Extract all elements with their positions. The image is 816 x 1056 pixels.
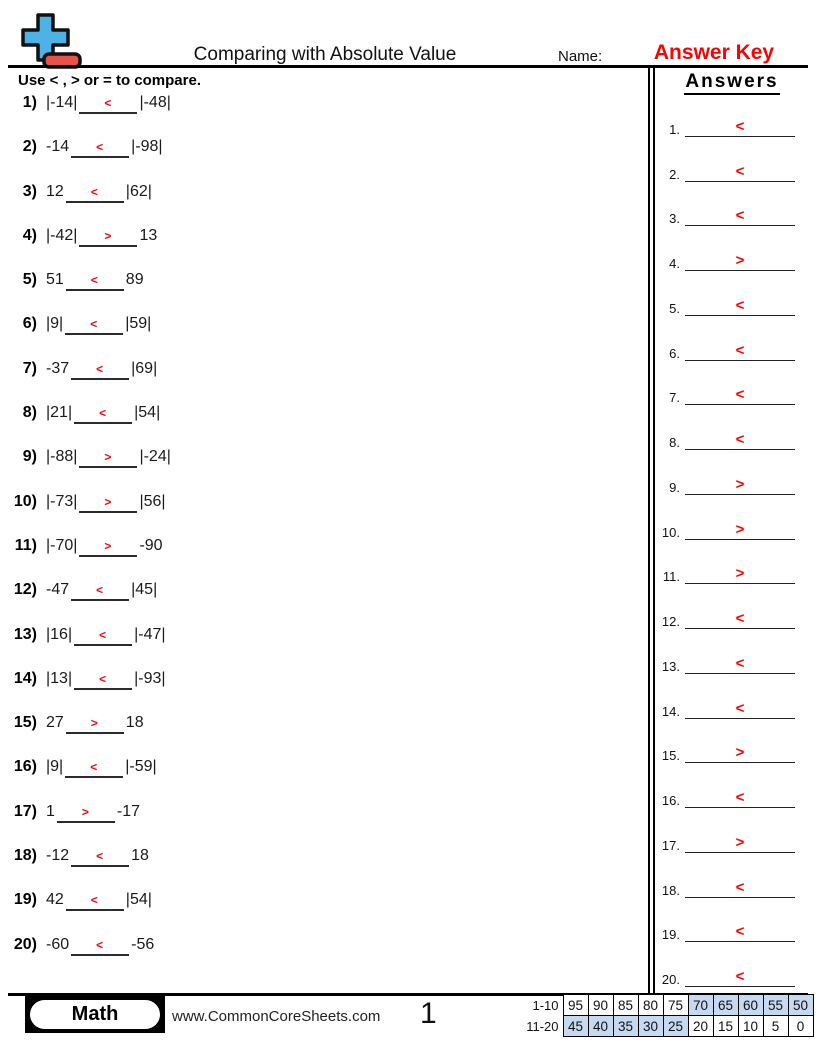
right-operand: |59| — [125, 315, 152, 333]
comparison-symbol: > — [104, 538, 113, 553]
answer-blank — [79, 94, 137, 114]
problem-row — [0, 936, 640, 980]
comparison-symbol: > — [104, 494, 113, 509]
comparison-symbol: > — [90, 716, 99, 731]
answer-blank — [65, 758, 123, 778]
answer-number: 14. — [661, 703, 680, 719]
answer-item — [656, 98, 806, 143]
grade-cell: 35 — [613, 1016, 638, 1037]
problem-row — [0, 758, 640, 802]
comparison-symbol: > — [735, 833, 745, 851]
grade-cell: 45 — [563, 1016, 588, 1037]
answer-item — [656, 725, 806, 770]
answer-blank — [57, 803, 115, 823]
answer-line — [685, 118, 795, 137]
answer-item — [656, 143, 806, 188]
problem-row — [0, 448, 640, 492]
problem-row — [0, 803, 640, 847]
problem-row — [0, 891, 640, 935]
grade-cell: 0 — [788, 1016, 813, 1037]
grade-cell: 90 — [588, 995, 613, 1016]
answer-blank — [71, 847, 129, 867]
comparison-symbol: < — [99, 627, 108, 642]
answer-line — [685, 207, 795, 226]
answer-blank — [71, 138, 129, 158]
left-operand: -37 — [46, 359, 70, 377]
answer-line — [685, 252, 795, 271]
comparison-symbol: < — [735, 923, 745, 941]
problem-number: 11) — [14, 536, 37, 554]
header-rule — [8, 65, 808, 68]
answer-key-label: Answer Key — [653, 41, 775, 64]
comparison-symbol: > — [735, 520, 745, 538]
right-operand: |45| — [131, 581, 158, 599]
answer-item — [656, 635, 806, 680]
answers-list — [656, 98, 806, 993]
grade-cell: 75 — [663, 995, 688, 1016]
problem-row — [0, 94, 640, 138]
problem-row — [0, 537, 640, 581]
answer-number: 19. — [661, 927, 680, 943]
answer-number: 20. — [661, 972, 680, 987]
answer-number: 13. — [661, 658, 680, 674]
subject-badge — [25, 995, 165, 1033]
answer-item — [656, 859, 806, 904]
right-operand: 18 — [131, 847, 149, 865]
comparison-symbol: < — [99, 406, 108, 421]
answer-item — [656, 904, 806, 949]
answer-blank — [71, 936, 129, 956]
right-operand: |-24| — [139, 448, 171, 466]
comparison-symbol: < — [735, 117, 745, 135]
left-operand: |-88| — [46, 448, 78, 466]
comparison-symbol: < — [735, 341, 745, 359]
problem-row — [0, 138, 640, 182]
answer-item — [656, 501, 806, 546]
grade-cell: 25 — [663, 1016, 688, 1037]
left-operand: -47 — [46, 581, 70, 599]
left-operand: |-70| — [46, 536, 78, 554]
comparison-symbol: < — [96, 361, 105, 376]
right-operand: -17 — [116, 802, 141, 820]
grade-cell: 5 — [763, 1016, 788, 1037]
page-title: Comparing with Absolute Value — [193, 44, 457, 65]
answer-blank — [79, 493, 137, 513]
answers-divider — [648, 68, 655, 993]
answer-number: 15. — [661, 748, 680, 764]
problem-number: 20) — [13, 935, 37, 953]
answer-line — [685, 968, 795, 987]
problem-number: 15) — [13, 714, 37, 732]
answer-item — [656, 367, 806, 412]
problem-number: 17) — [13, 802, 37, 820]
name-label: Name: — [558, 48, 603, 65]
problem-number: 3) — [22, 182, 37, 200]
answer-line — [685, 386, 795, 405]
right-operand: |69| — [131, 359, 158, 377]
subject-label: Math — [30, 1000, 160, 1029]
left-operand: |16| — [46, 625, 73, 643]
problem-number: 7) — [22, 359, 37, 377]
answer-line — [685, 163, 795, 182]
comparison-symbol: < — [90, 273, 99, 288]
answer-item — [656, 188, 806, 233]
comparison-symbol: < — [735, 296, 745, 314]
grading-row-label: 1-10 — [532, 997, 559, 1013]
problem-number: 18) — [13, 847, 37, 865]
answer-item — [656, 411, 806, 456]
left-operand: |-14| — [46, 94, 78, 111]
answer-line — [685, 297, 795, 316]
right-operand: 18 — [125, 714, 144, 732]
problem-row — [0, 626, 640, 670]
answer-blank — [66, 714, 124, 734]
right-operand: -56 — [131, 935, 155, 953]
problem-row — [0, 404, 640, 448]
answer-number: 4. — [669, 256, 680, 271]
right-operand: 89 — [125, 271, 144, 289]
comparison-symbol: < — [90, 760, 99, 775]
comparison-symbol: < — [735, 162, 745, 180]
left-operand: -14 — [46, 138, 70, 156]
comparison-symbol: > — [735, 744, 745, 762]
answer-number: 18. — [661, 882, 680, 898]
problem-number: 12) — [13, 581, 37, 599]
answer-blank — [74, 404, 132, 424]
grade-cell: 95 — [563, 995, 588, 1016]
answer-blank — [66, 183, 124, 203]
problem-number: 19) — [13, 891, 37, 909]
grade-cell: 50 — [788, 995, 813, 1016]
problem-row — [0, 183, 640, 227]
answer-item — [656, 814, 806, 859]
right-operand: |-98| — [131, 138, 163, 156]
left-operand: 42 — [46, 891, 64, 909]
left-operand: |-42| — [46, 226, 78, 244]
grade-cell: 55 — [763, 995, 788, 1016]
answer-item — [656, 456, 806, 501]
right-operand: |-59| — [125, 758, 157, 776]
answer-item — [656, 590, 806, 635]
left-operand: 12 — [46, 182, 64, 200]
answer-number: 7. — [669, 390, 680, 406]
grading-row-label: 11-20 — [526, 1018, 559, 1034]
problem-row — [0, 315, 640, 359]
comparison-symbol: < — [735, 789, 745, 806]
answer-number: 17. — [661, 837, 680, 853]
answer-number: 16. — [661, 793, 680, 808]
comparison-symbol: > — [104, 228, 113, 243]
problem-row — [0, 271, 640, 315]
right-operand: |56| — [139, 492, 166, 510]
answer-item — [656, 769, 806, 814]
answer-line — [685, 521, 795, 540]
grade-cell: 20 — [688, 1016, 713, 1037]
comparison-symbol: < — [96, 849, 105, 864]
page-number: 1 — [420, 997, 437, 1030]
left-operand: 27 — [46, 714, 64, 732]
answer-item — [656, 277, 806, 322]
answer-blank — [71, 360, 129, 380]
comparison-symbol: < — [735, 699, 745, 717]
comparison-symbol: > — [735, 565, 745, 583]
grading-table — [524, 994, 814, 1037]
problem-row — [0, 493, 640, 537]
grade-cell: 65 — [713, 995, 738, 1016]
problem-number: 14) — [13, 669, 37, 687]
answer-number: 11. — [662, 569, 680, 585]
comparison-symbol: < — [96, 583, 105, 598]
right-operand: |54| — [134, 404, 161, 422]
comparison-symbol: < — [99, 671, 108, 686]
left-operand: |21| — [46, 404, 73, 422]
grade-cell: 70 — [688, 995, 713, 1016]
problem-row — [0, 670, 640, 714]
left-operand: -60 — [46, 935, 70, 953]
right-operand: |-47| — [134, 625, 166, 643]
answer-number: 10. — [661, 524, 680, 540]
answer-number: 9. — [669, 479, 680, 495]
answer-item — [656, 232, 806, 277]
comparison-symbol: < — [90, 317, 99, 332]
comparison-symbol: < — [96, 140, 105, 155]
problem-row — [0, 227, 640, 271]
answer-item — [656, 546, 806, 591]
answer-number: 5. — [669, 300, 680, 316]
answer-blank — [74, 670, 132, 690]
comparison-symbol: < — [96, 937, 105, 952]
problem-number: 2) — [22, 138, 37, 156]
answer-number: 1. — [669, 121, 680, 137]
grading-row-1-10 — [524, 995, 813, 1016]
right-operand: 13 — [139, 226, 158, 244]
comparison-symbol: > — [735, 252, 745, 269]
answer-blank — [71, 581, 129, 601]
comparison-symbol: < — [735, 654, 745, 672]
answer-line — [685, 744, 795, 763]
comparison-symbol: < — [735, 431, 745, 448]
answer-line — [685, 879, 795, 898]
grade-cell: 60 — [738, 995, 763, 1016]
answer-blank — [79, 537, 137, 557]
answer-line — [685, 700, 795, 719]
left-operand: 1 — [46, 802, 55, 820]
grading-row-11-20 — [524, 1016, 813, 1037]
grade-cell: 40 — [588, 1016, 613, 1037]
answer-line — [685, 610, 795, 629]
problem-number: 9) — [22, 448, 37, 466]
problem-row — [0, 714, 640, 758]
answer-line — [685, 789, 795, 808]
answer-line — [685, 655, 795, 674]
comparison-symbol: > — [81, 804, 90, 819]
problems-list — [0, 94, 640, 980]
answer-blank — [74, 626, 132, 646]
comparison-symbol: > — [735, 475, 745, 493]
grade-cell: 80 — [638, 995, 663, 1016]
left-operand: |13| — [46, 669, 73, 687]
answer-blank — [79, 227, 137, 247]
problem-number: 4) — [22, 226, 37, 244]
answer-number: 8. — [669, 435, 680, 450]
answer-item — [656, 680, 806, 725]
right-operand: |-93| — [134, 669, 166, 687]
grade-cell: 10 — [738, 1016, 763, 1037]
answer-number: 12. — [661, 614, 680, 629]
grade-cell: 15 — [713, 1016, 738, 1037]
left-operand: |9| — [46, 758, 64, 776]
right-operand: |62| — [125, 182, 152, 200]
answer-line — [685, 834, 795, 853]
left-operand: 51 — [46, 271, 64, 289]
answer-blank — [66, 891, 124, 911]
answer-number: 3. — [669, 211, 680, 227]
answer-blank — [79, 448, 137, 468]
comparison-symbol: < — [735, 386, 745, 404]
comparison-symbol: > — [104, 450, 113, 465]
answers-heading: Answers — [656, 71, 808, 93]
right-operand: -90 — [139, 536, 163, 554]
problem-number: 8) — [22, 404, 37, 422]
right-operand: |-48| — [139, 94, 171, 111]
answer-number: 6. — [669, 345, 680, 361]
problem-number: 10) — [13, 492, 37, 510]
problem-row — [0, 847, 640, 891]
problem-number: 5) — [22, 271, 37, 289]
problem-number: 6) — [22, 315, 37, 333]
problem-number: 1) — [22, 94, 37, 111]
comparison-symbol: < — [735, 207, 745, 225]
left-operand: -12 — [46, 847, 70, 865]
grade-cell: 30 — [638, 1016, 663, 1037]
comparison-symbol: < — [104, 96, 113, 110]
answer-blank — [65, 315, 123, 335]
problem-number: 16) — [13, 758, 37, 776]
comparison-symbol: < — [735, 968, 745, 985]
left-operand: |9| — [46, 315, 64, 333]
comparison-symbol: < — [735, 610, 745, 627]
problem-number: 13) — [13, 625, 37, 643]
answer-item — [656, 948, 806, 993]
right-operand: |54| — [125, 891, 152, 909]
comparison-symbol: < — [90, 893, 99, 908]
comparison-symbol: < — [735, 878, 745, 896]
answer-line — [685, 431, 795, 450]
problem-row — [0, 581, 640, 625]
left-operand: |-73| — [46, 492, 78, 510]
problem-row — [0, 360, 640, 404]
answer-line — [685, 923, 795, 942]
instructions-text: Use < , > or = to compare. — [18, 72, 201, 89]
answer-line — [685, 565, 795, 584]
answer-number: 2. — [669, 166, 680, 182]
answer-item — [656, 322, 806, 367]
grade-cell: 85 — [613, 995, 638, 1016]
website-url: www.CommonCoreSheets.com — [172, 1008, 381, 1025]
answer-line — [685, 476, 795, 495]
comparison-symbol: < — [90, 184, 99, 199]
answer-line — [685, 342, 795, 361]
answer-blank — [66, 271, 124, 291]
